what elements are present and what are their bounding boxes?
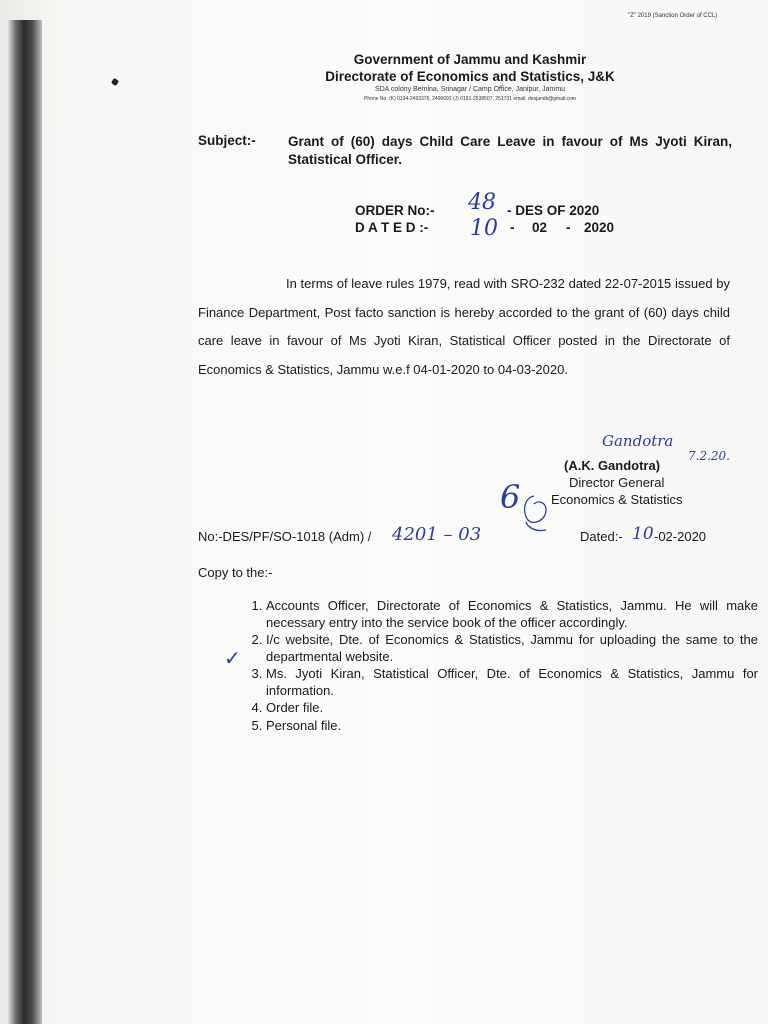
order-no-handwritten: 48 <box>468 190 496 215</box>
signature-date-handwritten: 7.2.20. <box>688 449 730 463</box>
reference-number-handwritten: 4201 – 03 <box>392 524 482 545</box>
order-body-text: In terms of leave rules 1979, read with SRO-232 dated 22-07-2015 issued by Finance Department, Post facto sanction is hereby accorded to the grant of (60) days child care leave in favour of Ms Jyoti Kiran, Statistical Officer posted in the Directorate of Economics & Statistics, Jammu w.e.f 04-01-2020 to 04-03-2020. <box>198 276 730 377</box>
stray-mark <box>111 78 119 86</box>
copy-item: 5. Personal file. <box>266 718 758 735</box>
top-reference-note: "Z" 2019 (Sanction Order of CCL) <box>628 13 718 19</box>
binding-strip <box>8 20 42 1024</box>
order-date-sep2: - <box>566 220 571 235</box>
reference-date-rest: -02-2020 <box>654 529 707 544</box>
copy-item: 3. Ms. Jyoti Kiran, Statistical Officer, Dte. of Economics & Statistics, Jammu for information. <box>266 666 758 699</box>
header-government: Government of Jammu and Kashmir <box>353 52 587 67</box>
order-date-sep1: - <box>510 220 515 235</box>
copy-item: 2. I/c website, Dte. of Economics & Statistics, Jammu for uploading the same to the departmental website. <box>266 632 758 665</box>
copy-to-label: Copy to the:- <box>198 565 273 580</box>
initial-handwritten: 6 <box>500 478 521 516</box>
copy-list <box>238 598 758 735</box>
order-body-paragraph <box>198 270 730 384</box>
initial-scribble <box>516 492 552 536</box>
tick-mark: ✓ <box>224 646 241 670</box>
signature-handwritten: Gandotra <box>602 432 674 450</box>
order-day-handwritten: 10 <box>470 216 498 241</box>
reference-number-label: No:-DES/PF/SO-1018 (Adm) / <box>198 529 372 544</box>
subject-label: Subject:- <box>198 133 256 148</box>
signatory-title: Director General <box>569 475 665 490</box>
header-address: SDA colony Bemina, Srinagar / Camp Office, Janipur, Jammu <box>374 86 566 93</box>
order-suffix: - DES OF 2020 <box>507 203 600 218</box>
reference-dated-label: Dated:- <box>580 529 623 544</box>
reference-day-handwritten: 10 <box>632 524 654 544</box>
copy-item: 4. Order file. <box>266 700 758 717</box>
header-contact: Phone No. (K) 0194-2493376, 2490092 (J) 0191-2538507, 251731 email. desjandk@gmail.com <box>364 96 576 102</box>
order-month: 02 <box>532 220 548 235</box>
header-directorate: Directorate of Economics and Statistics, J&K <box>325 69 615 84</box>
signatory-department: Economics & Statistics <box>551 492 683 507</box>
order-no-label: ORDER No:- <box>355 203 435 218</box>
copy-item: 1. Accounts Officer, Directorate of Economics & Statistics, Jammu. He will make necessary entry into the service book of the officer accordingly. <box>266 598 758 631</box>
subject-text: Grant of (60) days Child Care Leave in favour of Ms Jyoti Kiran, Statistical Officer. <box>288 134 732 167</box>
order-dated-label: D A T E D :- <box>355 220 429 235</box>
order-year: 2020 <box>584 220 615 235</box>
signatory-name: (A.K. Gandotra) <box>564 458 661 473</box>
